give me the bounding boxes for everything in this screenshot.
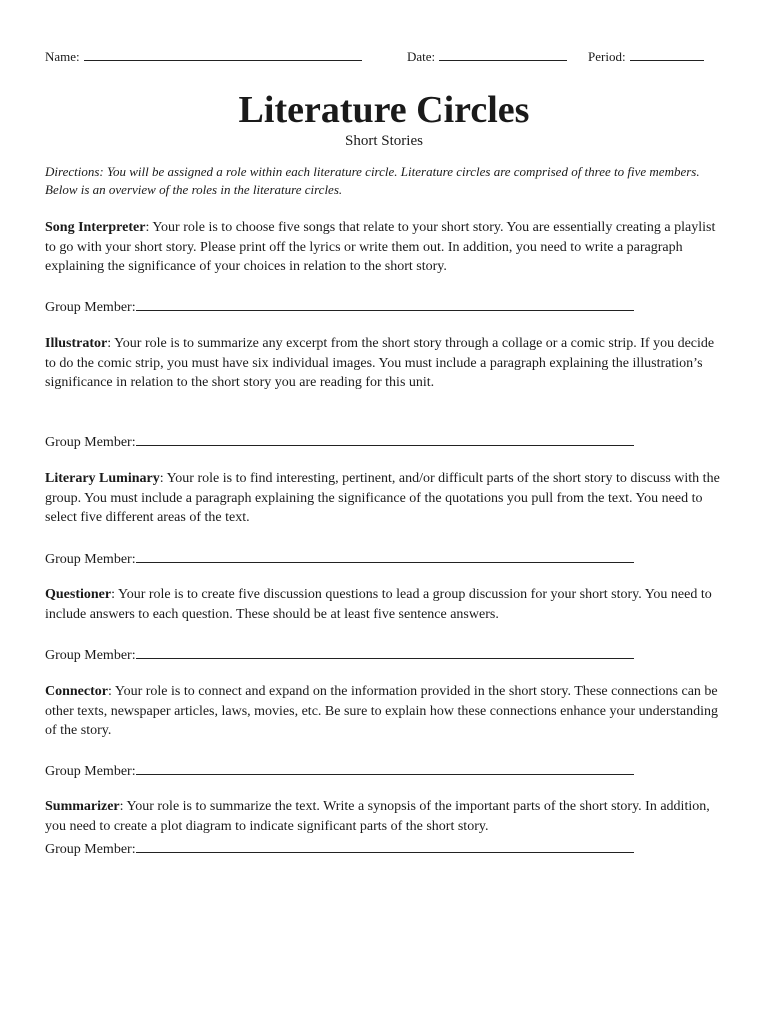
role-description: : Your role is to summarize any excerpt from the short story through a collage or a comic strip. If you decide to do the comic strip, you must have six individual images. You must include a paragraph explaining the illustration’s significance in relation to the short story you are reading for this unit. — [45, 336, 715, 390]
group-member-label: Group Member: — [45, 300, 136, 315]
page-title: Literature Circles — [238, 89, 530, 131]
group-member-field[interactable] — [45, 643, 665, 666]
role-name: Illustrator — [45, 336, 108, 351]
role-name: Literary Luminary — [45, 471, 160, 486]
role-description: : Your role is to choose five songs that relate to your short story. You are essentially creating a playlist to go with your short story. Please print off the lyrics or write them out. In addition, you need to write a paragraph explaining the significance of your choices in relation to the short story. — [45, 220, 716, 274]
role-name: Song Interpreter — [45, 220, 146, 235]
group-member-label: Group Member: — [45, 648, 136, 663]
header-row — [45, 46, 715, 66]
group-member-field[interactable] — [45, 430, 665, 453]
name-field[interactable] — [45, 46, 362, 67]
group-member-label: Group Member: — [45, 764, 136, 779]
role-summarizer — [45, 797, 725, 836]
group-member-label: Group Member: — [45, 435, 136, 450]
group-member-blank[interactable] — [136, 643, 634, 659]
group-member-field[interactable] — [45, 837, 665, 860]
role-illustrator — [45, 334, 725, 393]
group-member-field[interactable] — [45, 547, 665, 570]
group-member-blank[interactable] — [136, 759, 634, 775]
role-description: : Your role is to create five discussion questions to lead a group discussion for your short story. You need to include answers to each question. These should be at least five sentence answers. — [45, 587, 712, 622]
role-name: Summarizer — [45, 799, 120, 814]
date-field[interactable] — [407, 46, 567, 67]
group-member-field[interactable] — [45, 759, 665, 782]
group-member-label: Group Member: — [45, 842, 136, 857]
group-member-blank[interactable] — [136, 837, 634, 853]
role-questioner — [45, 585, 725, 624]
role-name: Connector — [45, 684, 108, 699]
role-literary-luminary — [45, 469, 725, 528]
role-song-interpreter — [45, 218, 725, 277]
period-label: Period: — [588, 49, 626, 64]
group-member-field[interactable] — [45, 295, 665, 318]
date-label: Date: — [407, 49, 436, 64]
name-label: Name: — [45, 49, 80, 64]
period-field[interactable] — [588, 46, 704, 67]
role-name: Questioner — [45, 587, 112, 602]
group-member-blank[interactable] — [136, 430, 634, 446]
page-subtitle: Short Stories — [345, 133, 423, 149]
date-blank[interactable] — [439, 46, 567, 61]
period-blank[interactable] — [630, 46, 704, 61]
name-blank[interactable] — [84, 46, 362, 61]
group-member-blank[interactable] — [136, 547, 634, 563]
role-connector — [45, 682, 725, 741]
role-description: : Your role is to connect and expand on the information provided in the short story. These connections can be other texts, newspaper articles, laws, movies, etc. Be sure to explain how these connections enhance your understanding of the story. — [45, 684, 718, 738]
role-description: : Your role is to find interesting, pertinent, and/or difficult parts of the short story to discuss with the group. You must include a paragraph explaining the significance of the quotations you pull from the text. You need to select five different areas of the text. — [45, 471, 720, 525]
role-description: : Your role is to summarize the text. Write a synopsis of the important parts of the short story. In addition, you need to create a plot diagram to indicate significant parts of the short story. — [45, 799, 710, 834]
group-member-blank[interactable] — [136, 295, 634, 311]
directions-text: Directions: You will be assigned a role within each literature circle. Literature circles are comprised of three to five members. Below is an overview of the roles in the literature circles. — [45, 164, 700, 197]
group-member-label: Group Member: — [45, 552, 136, 567]
